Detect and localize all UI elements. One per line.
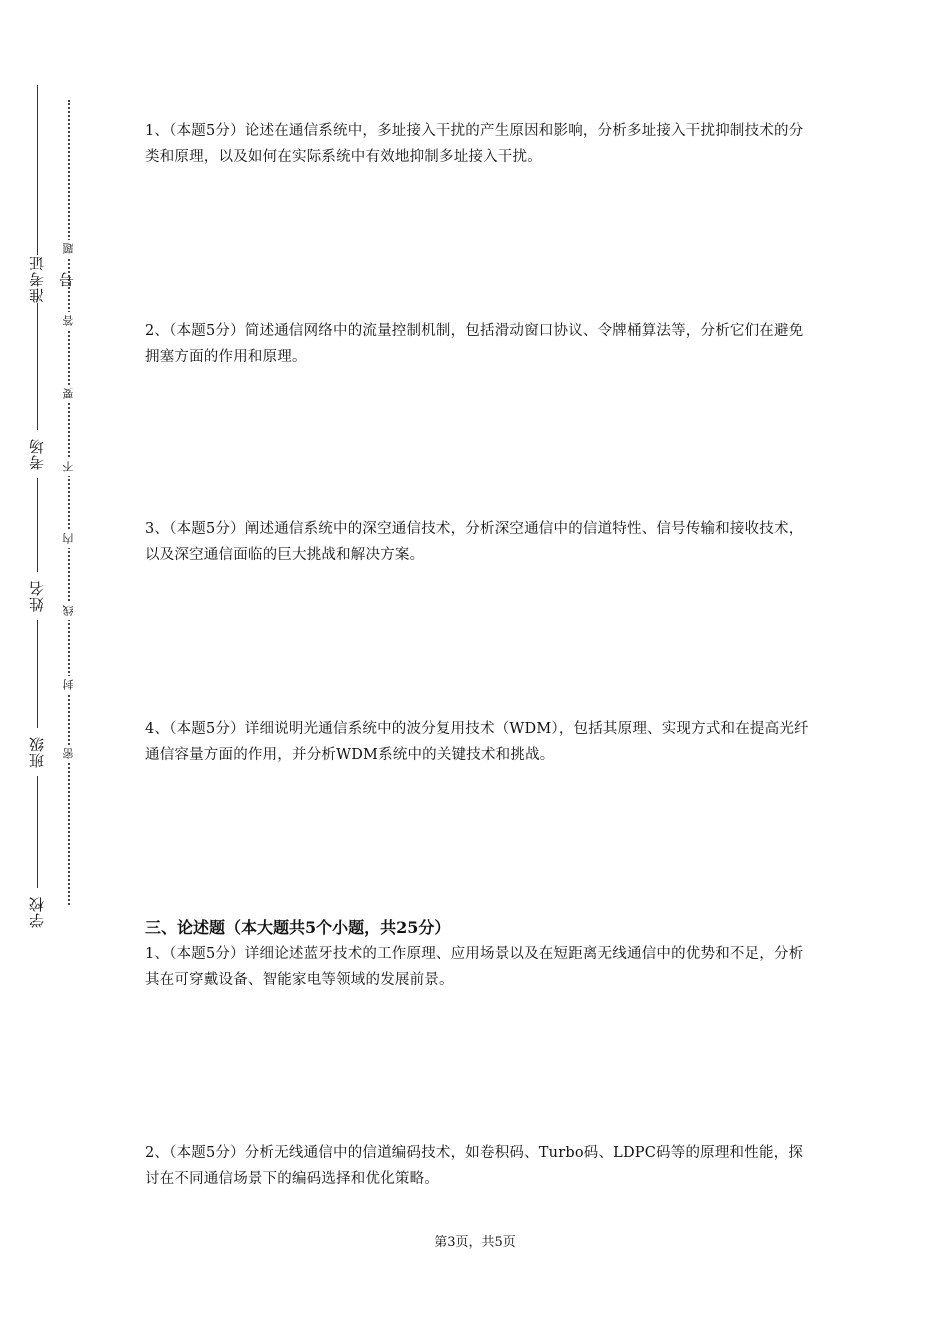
question-3-2: 2、（本题5分）分析无线通信中的信道编码技术，如卷积码、Turbo码、LDPC码等的原理和性能，探讨在不同通信场景下的编码选择和优化策略。 (145, 1145, 804, 1187)
exam-room-label: 考场 (22, 430, 52, 478)
school-label: 学校 (22, 888, 52, 936)
page-number: 第3页，共5页 (434, 1235, 516, 1250)
seal-char-bu: 不 (59, 458, 79, 476)
seal-char-mi: 密 (59, 745, 79, 763)
question-2-4: 4、（本题5分）详细说明光通信系统中的波分复用技术（WDM），包括其原理、实现方式和在提高光纤通信容量方面的作用，并分析WDM系统中的关键技术和挑战。 (145, 721, 809, 763)
name-label: 姓名 (22, 572, 52, 620)
question-3-1: 1、（本题5分）详细论述蓝牙技术的工作原理、应用场景以及在短距离无线通信中的优势和不足，分析其在可穿戴设备、智能家电等领域的发展前景。 (145, 946, 804, 988)
question-2-3: 3、（本题5分）阐述通信系统中的深空通信技术，分析深空通信中的信道特性、信号传输和接收技术，以及深空通信面临的巨大挑战和解决方案。 (145, 521, 804, 563)
seal-dotted-line (68, 100, 70, 905)
binding-margin (0, 0, 120, 1344)
class-label: 班级 (22, 728, 52, 776)
section-heading: 三、论述题（本大题共5个小题，共25分） (145, 918, 451, 937)
seal-char-da: 答 (59, 312, 79, 330)
exam-id-label: 准考证号 (22, 255, 52, 303)
question-2-1: 1、（本题5分）论述在通信系统中，多址接入干扰的产生原因和影响，分析多址接入干扰抑制技术的分类和原理，以及如何在实际系统中有效地抑制多址接入干扰。 (145, 123, 804, 165)
seal-char-feng: 封 (59, 676, 79, 694)
seal-char-nei: 内 (59, 530, 79, 548)
question-2-2: 2、（本题5分）简述通信网络中的流量控制机制，包括滑动窗口协议、令牌桶算法等，分析它们在避免拥塞方面的作用和原理。 (145, 323, 804, 365)
seal-char-xian: 线 (59, 602, 79, 620)
seal-char-ti: 题 (59, 240, 79, 258)
seal-char-yao: 要 (59, 385, 79, 403)
